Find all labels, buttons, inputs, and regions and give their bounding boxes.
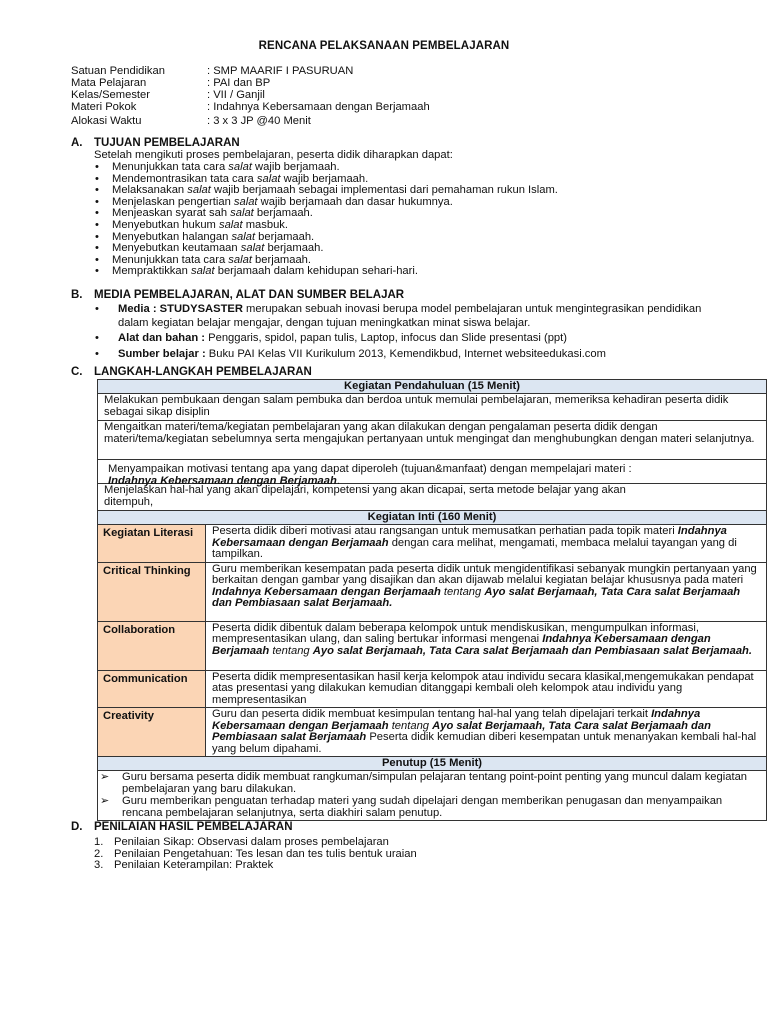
objective-item [94, 265, 558, 277]
assessment-item [94, 848, 417, 860]
media-text: Penggaris, spidol, papan tulis, Laptop, infocus dan Slide presentasi (ppt) [205, 332, 567, 345]
assessment-number: 3. [94, 859, 104, 872]
objective-text: wajib berjamaah. [280, 172, 369, 185]
inti-row [98, 622, 766, 671]
pendahuluan-text: Menyampaikan motivasi tentang apa yang dapat diperoleh (tujuan&manfaat) dengan mempelajari materi : [108, 463, 632, 475]
objective-item [94, 173, 558, 185]
objective-emphasis: salat [190, 265, 215, 278]
objective-emphasis: salat [233, 195, 258, 208]
objective-emphasis: salat [240, 242, 265, 255]
objective-text: berjamaah. [251, 253, 312, 266]
penutup-text: Guru memberikan penguatan terhadap materi yang sudah dipelajari dengan memberikan penugasan dan menyampaikan rencana pembelajaran selanjutnya, serta diakhiri salam penutup. [122, 795, 723, 819]
inti-plain: Peserta didik mempresentasikan hasil kerja kelompok atau individu secara klasikal,mengemukakan pendapat atas presentasi yang dilakukan kemudian ditanggapi kembali oleh kelompok atau individu yang mempresentasikan [212, 670, 754, 706]
identity-label: Mata Pelajaran [71, 77, 147, 89]
objective-text: Menyebutkan hukum [112, 218, 219, 231]
section-title: PENILAIAN HASIL PEMBELAJARAN [94, 821, 293, 833]
objectives-list [94, 161, 558, 277]
objective-emphasis: salat [218, 218, 243, 231]
objective-text: wajib berjamaah dan dasar hukumnya. [257, 195, 453, 208]
inti-header: Kegiatan Inti (160 Menit) [98, 511, 766, 525]
assessment-text: Penilaian Sikap: Observasi dalam proses pembelajaran [114, 836, 389, 848]
inti-label: Collaboration [98, 622, 206, 670]
media-label: Alat dan bahan : [118, 332, 206, 345]
section-c-heading [71, 366, 312, 380]
media-item [94, 303, 714, 330]
objective-emphasis: salat [231, 230, 256, 243]
inti-italic: tentang [269, 644, 313, 657]
arrow-bullet-icon: ➢ [100, 795, 110, 808]
identity-row [71, 65, 430, 77]
identity-table [71, 65, 430, 127]
inti-row [98, 563, 766, 622]
identity-row [71, 101, 430, 113]
objective-emphasis: salat [228, 161, 252, 173]
objective-text: Menunjukkan tata cara [112, 161, 229, 173]
assessment-number: 2. [94, 847, 104, 860]
section-number: C. [71, 366, 83, 378]
objective-item [94, 231, 558, 243]
inti-emphasis-text: Ayo salat Berjamaah, Tata Cara salat Berjamaah dan Pembiasaan salat Berjamaah. [312, 644, 752, 657]
pendahuluan-row: Mengaitkan materi/tema/kegiatan pembelajaran yang akan dilakukan dengan pengalaman peserta didik dengan materi/tema/kegiatan sebelumnya serta mengajukan pertanyaan untuk mengingat dan menghubungkan dengan materi selanjutnya. [98, 421, 766, 460]
pendahuluan-topic: Indahnya Kebersamaan dengan Berjamaah [108, 474, 337, 487]
identity-row [71, 115, 430, 127]
objective-emphasis: salat [228, 253, 252, 266]
identity-label: Kelas/Semester [71, 89, 150, 101]
inti-emphasis [212, 586, 441, 598]
identity-value: : SMP MAARIF I PASURUAN [207, 65, 354, 77]
objective-text: berjamaah. [264, 242, 324, 255]
inti-plain: Peserta didik kemudian diberi kesempatan untuk menanyakan kembali hal-hal yang belum dipahami. [212, 731, 757, 755]
pendahuluan-period: . [336, 474, 340, 487]
pendahuluan-header: Kegiatan Pendahuluan (15 Menit) [98, 380, 766, 394]
inti-row [98, 671, 766, 709]
inti-plain: Peserta didik diberi motivasi atau rangsangan untuk memusatkan perhatian pada topik materi [212, 525, 678, 537]
section-d-heading [71, 821, 293, 835]
objective-item [94, 184, 558, 196]
objective-text: Menyebutkan halangan [112, 230, 232, 243]
inti-text [206, 708, 766, 756]
inti-row [98, 525, 766, 563]
identity-label: Satuan Pendidikan [71, 65, 165, 77]
objective-item [94, 219, 558, 231]
inti-text [206, 671, 766, 708]
identity-value: : VII / Ganjil [207, 89, 265, 101]
assessment-item [94, 859, 417, 871]
objective-text: berjamaah. [255, 230, 315, 243]
inti-text [206, 622, 766, 670]
lesson-steps-table [97, 379, 767, 821]
section-title: MEDIA PEMBELAJARAN, ALAT DAN SUMBER BELAJAR [94, 289, 405, 301]
objective-emphasis: salat [256, 172, 281, 185]
inti-row [98, 708, 766, 757]
identity-value: : Indahnya Kebersamaan dengan Berjamaah [207, 101, 430, 113]
inti-label: Kegiatan Literasi [98, 525, 206, 562]
inti-label: Communication [98, 671, 206, 708]
inti-emphasis-text: Indahnya Kebersamaan dengan Berjamaah [212, 585, 441, 598]
penutup-item [98, 796, 763, 820]
identity-value: : 3 x 3 JP @40 Menit [207, 115, 311, 127]
inti-rows [98, 525, 766, 757]
media-list [94, 303, 714, 364]
assessment-text: Penilaian Pengetahuan: Tes lesan dan tes tulis bentuk uraian [114, 847, 417, 860]
media-text: Buku PAI Kelas VII Kurikulum 2013, Kemendikbud, Internet websiteedukasi.com [205, 347, 606, 360]
identity-row [71, 77, 430, 89]
arrow-bullet-icon: ➢ [100, 771, 110, 784]
objective-item [94, 196, 558, 208]
objective-text: Menunjukkan tata cara [112, 253, 229, 266]
inti-italic: tentang [388, 719, 433, 732]
penutup-rows [98, 771, 766, 820]
objective-text: Mendemontrasikan tata cara [112, 172, 257, 185]
assessment-list [94, 836, 417, 871]
section-title: LANGKAH-LANGKAH PEMBELAJARAN [94, 366, 312, 378]
objective-text: Menyebutkan keutamaan [112, 242, 241, 255]
pendahuluan-row [98, 460, 766, 487]
objective-emphasis: salat [187, 184, 211, 197]
identity-value: : PAI dan BP [207, 77, 271, 89]
assessment-number: 1. [94, 836, 104, 848]
objective-text: berjamaah dalam kehidupan sehari-hari. [214, 265, 418, 278]
section-b-heading [71, 289, 404, 303]
penutup-text: Guru bersama peserta didik membuat rangkuman/simpulan pelajaran tentang point-point penting yang muncul dalam kegiatan pembelajaran yang baru dilakukan. [122, 771, 748, 796]
inti-plain: Guru dan peserta didik membuat kesimpulan tentang hal-hal yang telah dipelajari terkait [212, 708, 652, 721]
section-number: B. [71, 289, 83, 301]
objective-text: wajib berjamaah. [251, 161, 340, 173]
inti-emphasis-text: Indahnya Kebersamaan dengan Berjamaah [212, 708, 701, 732]
inti-emphasis-text: Ayo salat Berjamaah, Tata Cara salat Berjamaah dan Pembiasaan salat Berjamaah [212, 719, 711, 744]
objective-text: wajib berjamaah sebagai implementasi dari pemahaman rukun Islam. [210, 184, 558, 197]
penutup-item [98, 772, 763, 796]
objective-item [94, 242, 558, 254]
objective-text: Menjelaskan pengertian [112, 195, 234, 208]
identity-row [71, 89, 430, 101]
inti-text [206, 563, 766, 621]
objective-item [94, 161, 558, 173]
objective-text: Menjeaskan syarat sah [112, 207, 231, 220]
pendahuluan-row: Melakukan pembukaan dengan salam pembuka dan berdoa untuk memulai pembelajaran, memeriksa kehadiran peserta didik sebagai sikap disiplin [98, 394, 766, 421]
inti-emphasis [313, 645, 752, 657]
identity-label: Materi Pokok [71, 101, 137, 113]
media-label: Sumber belajar : [118, 347, 206, 360]
pendahuluan-row: Menjelaskan hal-hal yang akan dipelajari, kompetensi yang akan dicapai, serta metode belajar yang akan ditempuh, [98, 484, 766, 511]
objective-item [94, 207, 558, 219]
section-number: D. [71, 821, 83, 833]
objective-text: Melaksanakan [112, 184, 188, 197]
objective-emphasis: salat [230, 207, 254, 220]
inti-label: Critical Thinking [98, 563, 206, 621]
inti-emphasis-text: Indahnya Kebersamaan dengan Berjamaah [212, 525, 727, 549]
penutup-header: Penutup (15 Menit) [98, 757, 766, 771]
section-a-intro: Setelah mengikuti proses pembelajaran, peserta didik diharapkan dapat: [94, 149, 453, 161]
inti-plain: dengan cara melihat, mengamati, membaca melalui tayangan yang di tampilkan. [212, 536, 737, 561]
document-title: RENCANA PELAKSANAAN PEMBELAJARAN [258, 40, 510, 52]
inti-emphasis-text: Ayo salat Berjamaah, Tata Cara salat Berjamaah dan Pembiasaan salat Berjamaah. [212, 585, 741, 610]
media-item [94, 332, 714, 346]
section-title: TUJUAN PEMBELAJARAN [94, 137, 240, 149]
media-text: merupakan sebuah inovasi berupa model pembelajaran untuk mengintegrasikan pendidikan dalam kegiatan belajar mengajar, dengan tujuan meningkatkan minat siswa belajar. [118, 303, 702, 329]
objective-text: masbuk. [242, 218, 288, 231]
objective-item [94, 254, 558, 266]
inti-emphasis-text: Indahnya Kebersamaan dengan Berjamaah [212, 633, 711, 657]
inti-text [206, 525, 766, 562]
objective-text: Mempraktikkan [112, 265, 191, 278]
identity-label: Alokasi Waktu [71, 115, 142, 127]
inti-label: Creativity [98, 708, 206, 756]
objective-text: berjamaah. [253, 207, 313, 220]
media-label: Media : STUDYSASTER [118, 303, 243, 315]
assessment-item [94, 836, 417, 848]
section-number: A. [71, 137, 83, 149]
assessment-text: Penilaian Keterampilan: Praktek [114, 859, 274, 872]
inti-plain: Peserta didik dibentuk dalam beberapa kelompok untuk mendiskusikan, mengumpulkan informasi, mempresentasikan ulang, dan saling bertukar informasi mengenai [212, 621, 699, 646]
media-item [94, 348, 714, 362]
inti-plain: Guru memberikan kesempatan pada peserta didik untuk mengidentifikasi sebanyak mungkin pertanyaan yang berkaitan dengan gambar yang disajikan dan akan dijawab melalui kegiatan belajar khususnya pada materi [212, 562, 757, 587]
inti-italic: tentang [440, 585, 485, 598]
